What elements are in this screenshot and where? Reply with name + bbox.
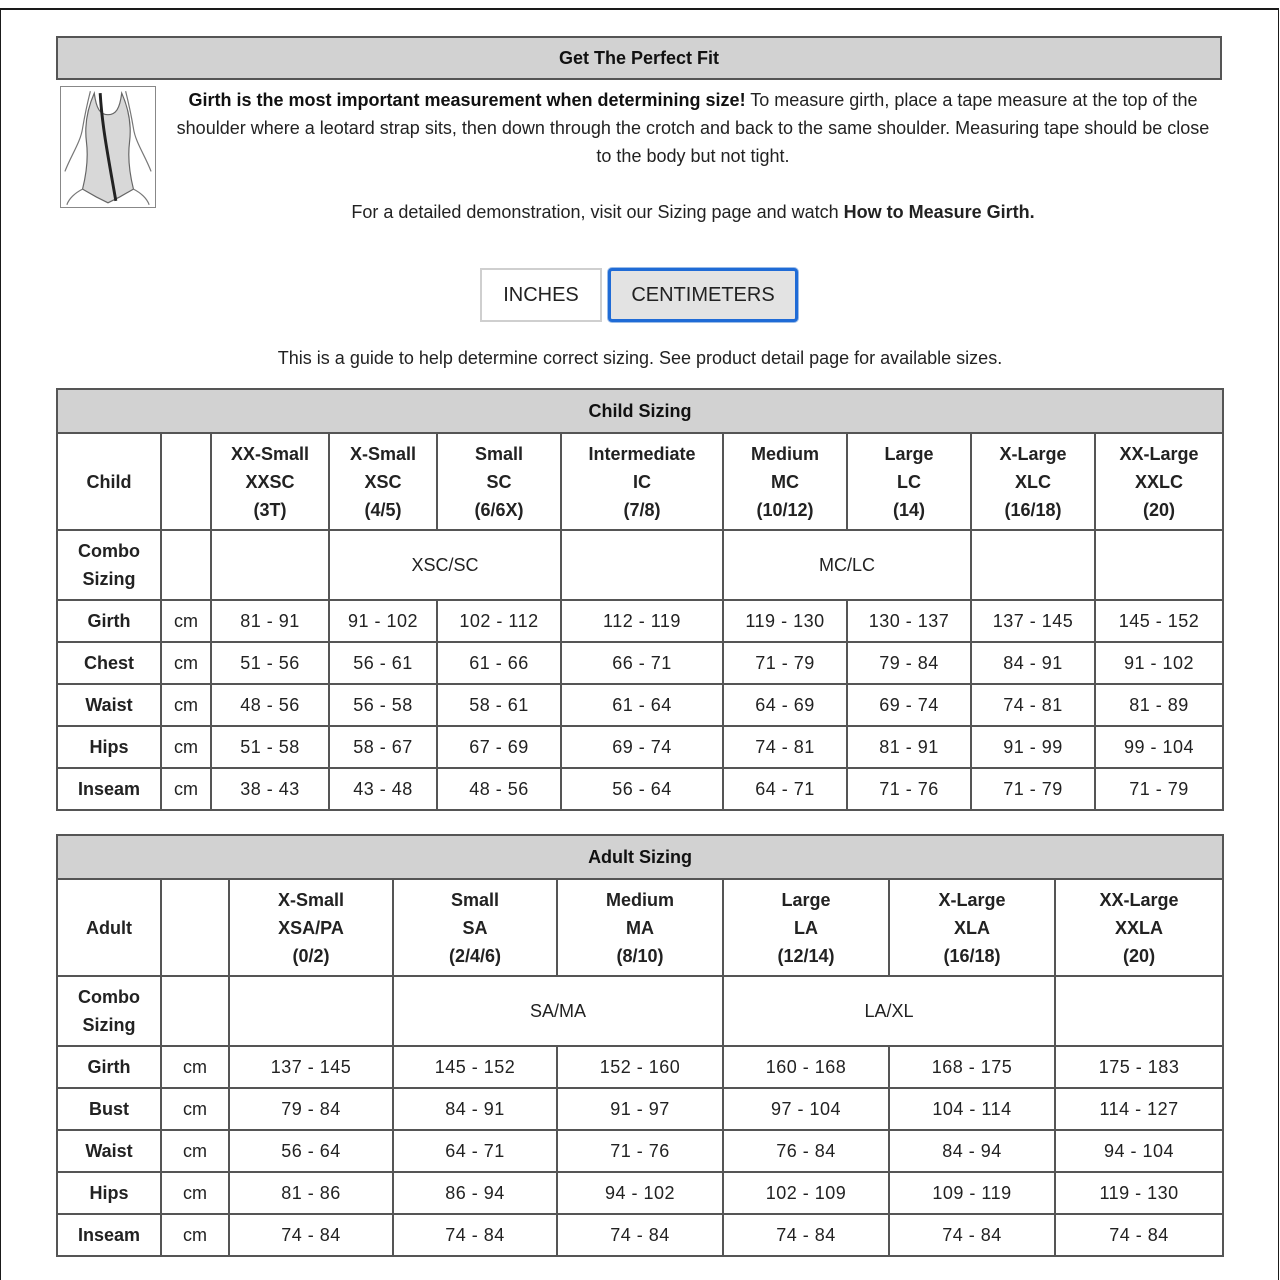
adult-unit-header xyxy=(161,879,229,976)
child-combo-cell: XSC/SC xyxy=(329,530,561,600)
measurement-value: 74 - 84 xyxy=(1055,1214,1223,1256)
measurement-value: 43 - 48 xyxy=(329,768,437,810)
measurement-value: 48 - 56 xyxy=(437,768,561,810)
measurement-value: 114 - 127 xyxy=(1055,1088,1223,1130)
centimeters-button[interactable]: CENTIMETERS xyxy=(608,268,798,322)
table-row xyxy=(57,1214,1223,1256)
measurement-value: 79 - 84 xyxy=(229,1088,393,1130)
adult-size-header: X-Small XSA/PA (0/2) xyxy=(229,879,393,976)
measurement-value: 94 - 104 xyxy=(1055,1130,1223,1172)
unit-cell: cm xyxy=(161,600,211,642)
measurement-value: 119 - 130 xyxy=(723,600,847,642)
measurement-label: Inseam xyxy=(57,1214,161,1256)
measurement-value: 64 - 71 xyxy=(393,1130,557,1172)
leotard-figure-icon xyxy=(61,87,155,207)
measurement-value: 99 - 104 xyxy=(1095,726,1223,768)
child-size-header: XX-Large XXLC (20) xyxy=(1095,433,1223,530)
child-size-header-row xyxy=(57,433,1223,530)
measurement-label: Hips xyxy=(57,1172,161,1214)
measurement-value: 56 - 64 xyxy=(561,768,723,810)
measurement-value: 56 - 64 xyxy=(229,1130,393,1172)
child-row-header: Child xyxy=(57,433,161,530)
measurement-value: 91 - 102 xyxy=(329,600,437,642)
child-combo-cell xyxy=(211,530,329,600)
child-size-header: X-Small XSC (4/5) xyxy=(329,433,437,530)
measurement-value: 51 - 56 xyxy=(211,642,329,684)
child-combo-cell: MC/LC xyxy=(723,530,971,600)
measurement-label: Girth xyxy=(57,600,161,642)
measurement-value: 109 - 119 xyxy=(889,1172,1055,1214)
child-combo-label: Combo Sizing xyxy=(57,530,161,600)
measurement-value: 56 - 58 xyxy=(329,684,437,726)
table-row xyxy=(57,1130,1223,1172)
measurement-value: 81 - 86 xyxy=(229,1172,393,1214)
measurement-label: Bust xyxy=(57,1088,161,1130)
measurement-value: 81 - 91 xyxy=(211,600,329,642)
unit-cell: cm xyxy=(161,1088,229,1130)
measurement-value: 69 - 74 xyxy=(847,684,971,726)
measurement-value: 160 - 168 xyxy=(723,1046,889,1088)
table-row xyxy=(57,600,1223,642)
table-row xyxy=(57,1046,1223,1088)
inches-button[interactable]: INCHES xyxy=(480,268,602,322)
measurement-value: 74 - 81 xyxy=(723,726,847,768)
measurement-value: 145 - 152 xyxy=(1095,600,1223,642)
measurement-value: 51 - 58 xyxy=(211,726,329,768)
unit-cell: cm xyxy=(161,684,211,726)
girth-explanation xyxy=(168,86,1218,170)
measurement-value: 71 - 76 xyxy=(557,1130,723,1172)
adult-combo-cell xyxy=(229,976,393,1046)
child-unit-header xyxy=(161,433,211,530)
measurement-value: 104 - 114 xyxy=(889,1088,1055,1130)
measurement-value: 97 - 104 xyxy=(723,1088,889,1130)
table-row xyxy=(57,684,1223,726)
measurement-value: 64 - 69 xyxy=(723,684,847,726)
measurement-value: 94 - 102 xyxy=(557,1172,723,1214)
fit-intro xyxy=(56,80,1222,276)
measurement-value: 74 - 84 xyxy=(393,1214,557,1256)
measurement-label: Hips xyxy=(57,726,161,768)
measurement-value: 67 - 69 xyxy=(437,726,561,768)
measurement-value: 64 - 71 xyxy=(723,768,847,810)
child-size-header: Medium MC (10/12) xyxy=(723,433,847,530)
measurement-value: 74 - 81 xyxy=(971,684,1095,726)
child-sizing-table xyxy=(56,388,1224,811)
table-row xyxy=(57,1088,1223,1130)
table-row xyxy=(57,768,1223,810)
measurement-value: 79 - 84 xyxy=(847,642,971,684)
child-size-header: Intermediate IC (7/8) xyxy=(561,433,723,530)
measurement-value: 76 - 84 xyxy=(723,1130,889,1172)
child-size-header: Large LC (14) xyxy=(847,433,971,530)
child-size-header: Small SC (6/6X) xyxy=(437,433,561,530)
measurement-value: 58 - 61 xyxy=(437,684,561,726)
measurement-value: 112 - 119 xyxy=(561,600,723,642)
adult-combo-cell: LA/XL xyxy=(723,976,1055,1046)
child-size-header: X-Large XLC (16/18) xyxy=(971,433,1095,530)
measurement-value: 38 - 43 xyxy=(211,768,329,810)
child-combo-cell xyxy=(561,530,723,600)
leotard-girth-illustration xyxy=(60,86,156,208)
measurement-value: 91 - 99 xyxy=(971,726,1095,768)
measurement-value: 61 - 66 xyxy=(437,642,561,684)
measurement-value: 137 - 145 xyxy=(971,600,1095,642)
measurement-value: 74 - 84 xyxy=(723,1214,889,1256)
measurement-value: 81 - 89 xyxy=(1095,684,1223,726)
demo-text: For a detailed demonstration, visit our Sizing page and watch xyxy=(351,202,844,222)
measurement-value: 102 - 112 xyxy=(437,600,561,642)
child-combo-cell xyxy=(1095,530,1223,600)
table-row xyxy=(57,642,1223,684)
measurement-value: 58 - 67 xyxy=(329,726,437,768)
child-sizing-title: Child Sizing xyxy=(57,389,1223,433)
measurement-value: 74 - 84 xyxy=(229,1214,393,1256)
adult-size-header: Medium MA (8/10) xyxy=(557,879,723,976)
measurement-value: 81 - 91 xyxy=(847,726,971,768)
adult-sizing-table xyxy=(56,834,1224,1257)
adult-combo-row xyxy=(57,976,1223,1046)
measurement-value: 175 - 183 xyxy=(1055,1046,1223,1088)
measurement-label: Chest xyxy=(57,642,161,684)
measurement-label: Waist xyxy=(57,1130,161,1172)
measurement-value: 86 - 94 xyxy=(393,1172,557,1214)
demo-note xyxy=(168,198,1218,226)
adult-sizing-title: Adult Sizing xyxy=(57,835,1223,879)
adult-size-header: X-Large XLA (16/18) xyxy=(889,879,1055,976)
measurement-value: 119 - 130 xyxy=(1055,1172,1223,1214)
measurement-value: 71 - 79 xyxy=(1095,768,1223,810)
child-combo-cell xyxy=(971,530,1095,600)
adult-combo-unit xyxy=(161,976,229,1046)
unit-cell: cm xyxy=(161,768,211,810)
unit-cell: cm xyxy=(161,1130,229,1172)
measurement-value: 48 - 56 xyxy=(211,684,329,726)
measurement-value: 84 - 91 xyxy=(971,642,1095,684)
child-combo-unit xyxy=(161,530,211,600)
measurement-value: 74 - 84 xyxy=(889,1214,1055,1256)
measurement-value: 168 - 175 xyxy=(889,1046,1055,1088)
unit-cell: cm xyxy=(161,726,211,768)
measurement-value: 84 - 94 xyxy=(889,1130,1055,1172)
adult-size-header: Small SA (2/4/6) xyxy=(393,879,557,976)
sizing-guide-note: This is a guide to help determine correct sizing. See product detail page for available sizes. xyxy=(277,348,1003,368)
fit-guide xyxy=(56,36,1222,276)
unit-cell: cm xyxy=(161,1046,229,1088)
measurement-value: 74 - 84 xyxy=(557,1214,723,1256)
measurement-value: 61 - 64 xyxy=(561,684,723,726)
fit-guide-title: Get The Perfect Fit xyxy=(56,36,1222,80)
unit-cell: cm xyxy=(161,1172,229,1214)
measurement-value: 71 - 79 xyxy=(723,642,847,684)
measurement-value: 56 - 61 xyxy=(329,642,437,684)
girth-importance: Girth is the most important measurement when determining size! xyxy=(188,90,746,110)
measurement-value: 152 - 160 xyxy=(557,1046,723,1088)
how-to-measure-link[interactable]: How to Measure Girth. xyxy=(843,202,1035,222)
measurement-value: 102 - 109 xyxy=(723,1172,889,1214)
measurement-value: 84 - 91 xyxy=(393,1088,557,1130)
measurement-value: 137 - 145 xyxy=(229,1046,393,1088)
measurement-label: Girth xyxy=(57,1046,161,1088)
child-combo-row xyxy=(57,530,1223,600)
measurement-value: 145 - 152 xyxy=(393,1046,557,1088)
adult-combo-cell: SA/MA xyxy=(393,976,723,1046)
measurement-value: 66 - 71 xyxy=(561,642,723,684)
measurement-value: 71 - 79 xyxy=(971,768,1095,810)
girth-instructions: To measure girth, place a tape measure at the top of the shoulder where a leotard strap sits, then down through the crotch and back to the same shoulder. Measuring tape should be close to the body but not tight. xyxy=(176,90,1210,166)
measurement-value: 71 - 76 xyxy=(847,768,971,810)
adult-size-header: XX-Large XXLA (20) xyxy=(1055,879,1223,976)
measurement-value: 69 - 74 xyxy=(561,726,723,768)
table-row xyxy=(57,726,1223,768)
measurement-value: 91 - 97 xyxy=(557,1088,723,1130)
adult-combo-cell xyxy=(1055,976,1223,1046)
adult-size-header: Large LA (12/14) xyxy=(723,879,889,976)
adult-combo-label: Combo Sizing xyxy=(57,976,161,1046)
unit-cell: cm xyxy=(161,1214,229,1256)
child-size-header: XX-Small XXSC (3T) xyxy=(211,433,329,530)
unit-cell: cm xyxy=(161,642,211,684)
table-row xyxy=(57,1172,1223,1214)
adult-row-header: Adult xyxy=(57,879,161,976)
measurement-value: 91 - 102 xyxy=(1095,642,1223,684)
measurement-value: 130 - 137 xyxy=(847,600,971,642)
measurement-label: Inseam xyxy=(57,768,161,810)
measurement-label: Waist xyxy=(57,684,161,726)
adult-size-header-row xyxy=(57,879,1223,976)
